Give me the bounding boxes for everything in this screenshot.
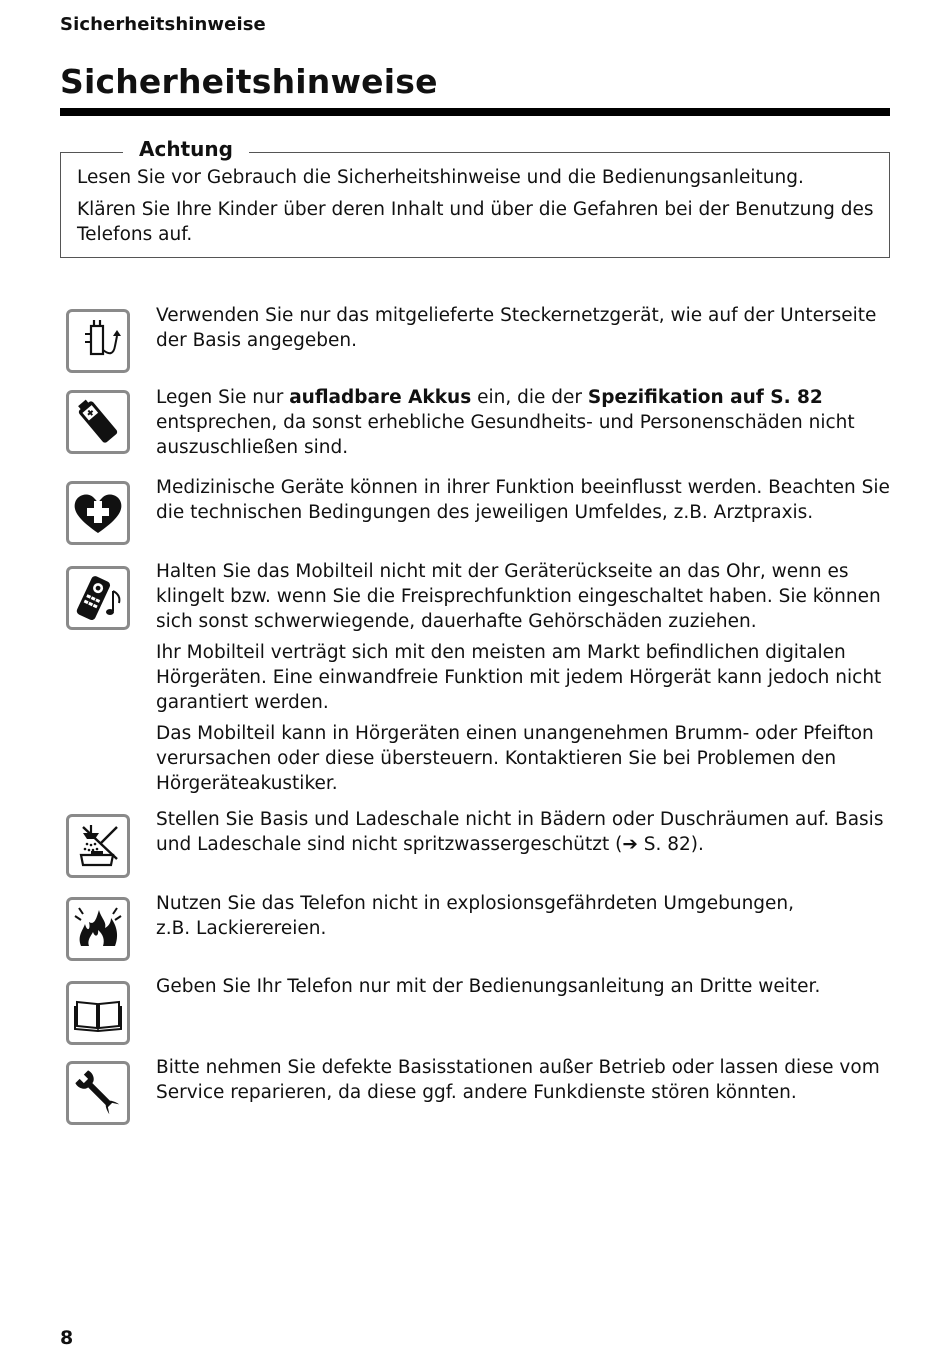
manual-book-icon [66,981,130,1045]
warning-title: Achtung [123,137,249,161]
item-explosion-text: Nutzen Sie das Telefon nicht in explosionsgefährdeten Umgebungen, z.B. Lackierereien. [156,893,795,939]
item-power-adapter-text: Verwenden Sie nur das mitgelieferte Steckernetzgerät, wie auf der Unterseite der Basis angegeben. [156,305,877,351]
item-medical-text: Medizinische Geräte können in ihrer Funktion beeinflusst werden. Beachten Sie die technischen Bedingungen des jeweiligen Umfeldes, z.B. Arztpraxis. [156,477,890,523]
running-header: Sicherheitshinweise [60,14,266,35]
item-no-shower-text: Stellen Sie Basis und Ladeschale nicht in Bädern oder Duschräumen auf. Basis und Ladeschale sind nicht spritzwassergeschützt (➔ S. 82). [156,809,884,855]
item-manual-text: Geben Sie Ihr Telefon nur mit der Bedienungsanleitung an Dritte weiter. [156,976,821,997]
arrow-right-icon: ➔ [622,834,638,855]
medical-heart-icon [66,481,130,545]
warning-text-1: Lesen Sie vor Gebrauch die Sicherheitshinweise und die Bedienungsanleitung. [77,167,804,188]
title-rule [60,108,890,116]
explosion-fire-icon [66,897,130,961]
wrench-icon [66,1061,130,1125]
item-wrench-text: Bitte nehmen Sie defekte Basisstationen außer Betrieb oder lassen diese vom Service reparieren, da diese ggf. andere Funkdienste stören könnten. [156,1057,880,1103]
warning-text-2: Klären Sie Ihre Kinder über deren Inhalt und über die Gefahren bei der Benutzung des Telefons auf. [77,199,874,245]
item-battery-text: Legen Sie nur aufladbare Akkus ein, die der Spezifikation auf S. 82 entsprechen, da sonst erhebliche Gesundheits- und Personenschäden nicht auszuschließen sind. [156,387,855,458]
power-adapter-icon [66,309,130,373]
page-number: 8 [60,1327,74,1349]
warning-box [60,137,890,258]
handset-ringing-icon [66,566,130,630]
no-shower-icon [66,814,130,878]
page-title: Sicherheitshinweise [60,62,438,101]
item-handset-text: Halten Sie das Mobilteil nicht mit der Geräterückseite an das Ohr, wenn es klingelt bzw. wenn Sie die Freisprechfunktion eingeschaltet haben. Sie können sich sonst schwerwiegende, dauerhafte Gehörschäden zuziehen. Ihr Mobilteil verträgt sich mit den meisten am Markt befindlichen digitalen Hörgeräten. Eine einwandfreie Funktion mit jedem Hörgerät kann jedoch nicht garantiert werden. Das Mobilteil kann in Hörgeräten einen unangenehmen Brumm- oder Pfeifton verursachen oder diese übersteuern. Kontaktieren Sie bei Problemen den Hörgeräteakustiker. [156,561,882,794]
battery-icon [66,390,130,454]
